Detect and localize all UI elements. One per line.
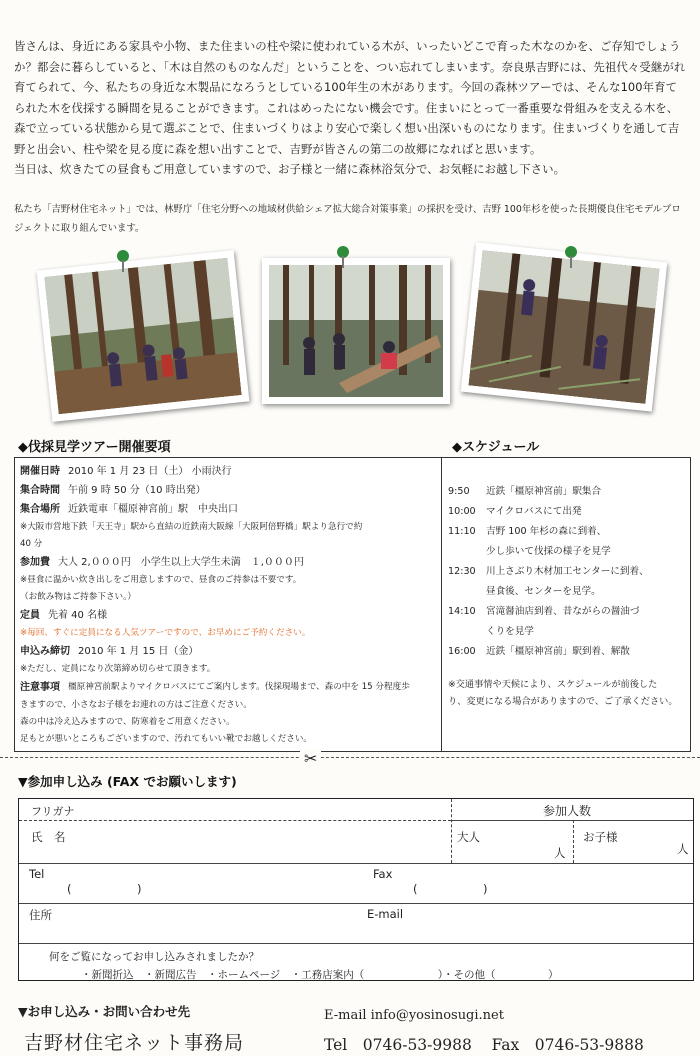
fax-label: Fax	[373, 867, 393, 881]
schedule-item: 11:10 吉野 100 年杉の森に到着、	[448, 526, 607, 537]
address-label: 住所	[29, 908, 52, 922]
caution-text-3: 森の中は冷え込みますので、防寒着をご用意ください。	[20, 717, 235, 727]
fax-paren-open: (	[413, 882, 418, 896]
source-options: ・新聞折込 ・新聞広告 ・ホームページ ・工務店案内（ ）・その他（ ）	[81, 969, 559, 981]
deadline-value: 2010 年 1 月 15 日（金）	[78, 646, 199, 657]
schedule-item: 10:00 マイクロバスにて出発	[448, 506, 582, 517]
pin-icon	[116, 250, 130, 274]
contact-fax: Fax 0746-53-9888	[491, 1036, 644, 1054]
forest-photo-1	[37, 250, 250, 422]
capacity-note: ※毎回、すぐに定員になる人気ツアーですので、お早めにご予約ください。	[20, 628, 311, 638]
schedule-box	[441, 457, 691, 752]
tel-paren-close: )	[137, 882, 142, 896]
event-details-box	[14, 457, 442, 752]
schedule-item: 14:10 宮滝醤油店到着、昔ながらの醤油づ	[448, 606, 640, 617]
fax-paren-close: )	[483, 882, 488, 896]
intro-text	[14, 36, 686, 180]
project-note: 私たち「吉野材住宅ネット」では、林野庁「住宅分野への地域材供給シェア拡大総合対策事業」の採択を受け、吉野 100年杉を使った長期優良住宅モデルプロジェクトに取り組んでいます。	[14, 204, 681, 234]
contact-phones	[324, 1033, 644, 1055]
date-label: 開催日時	[20, 466, 60, 477]
source-question: 何をご覧になってお申し込みされましたか？	[49, 951, 259, 963]
schedule-item: 9:50 近鉄「橿原神宮前」駅集合	[448, 486, 602, 497]
gather-time-label: 集合時間	[20, 485, 60, 496]
name-label: 氏 名	[31, 830, 66, 844]
fee-label: 参加費	[20, 557, 50, 568]
schedule-item: 16:00 近鉄「橿原神宮前」駅到着、解散	[448, 646, 630, 657]
place-label: 集合場所	[20, 504, 60, 515]
schedule-heading: ◆スケジュール	[452, 440, 540, 455]
caution-text-2: きますので、小さなお子様をお連れの方はご注意ください。	[20, 700, 252, 710]
intro-paragraph-1: 皆さんは、身近にある家具や小物、また住まいの柱や梁に使われている木が、いったいどこで育った木なのかを、ご存知でしょうか？都会に暮らしていると、「木は自然のものなんだ」ということを、つい忘れてしまいます。奈良県吉野には、先祖代々受継がれ育てられて、今、私たちの身近な木製品になろうとしている100年生の木があります。今回の森林ツアーでは、そんな100年育てられた木を伐採する瞬間を見ることができます。これはめったにない機会です。住まいにとって一番重要な骨組みを支える木を、森で立っている状態から見て選ぶことで、住まいづくりはより安心で楽しく想い出深いものになります。住まいづくりを通して吉野と出会い、柱や梁を見る度に森を想い出すことで、吉野が皆さんの第二の故郷になればと思います。	[14, 39, 686, 156]
date-value: 2010 年 1 月 23 日（土） 小雨決行	[68, 466, 232, 477]
deadline-note: ※ただし、定員になり次第締め切らせて頂きます。	[20, 664, 216, 674]
furigana-label: フリガナ	[31, 805, 75, 818]
capacity-label: 定員	[20, 610, 40, 621]
pin-icon	[336, 246, 350, 270]
contact-tel: Tel 0746-53-9988	[324, 1036, 472, 1054]
children-unit: 人	[677, 842, 689, 856]
fee-value: 大人 2,０００円 小学生以上大学生未満 １,０００円	[58, 557, 304, 568]
route-note: ※大阪市営地下鉄「天王寺」駅から直結の近鉄南大阪線「大阪阿倍野橋」駅より急行で約	[20, 522, 363, 532]
schedule-item: 少し歩いて伐採の様子を見学	[486, 546, 611, 557]
lunch-note: ※昼食に温かい炊き出しをご用意しますので、昼食のご持参は不要です。	[20, 575, 302, 585]
adults-label: 大人	[457, 830, 480, 844]
caution-label: 注意事項	[20, 682, 60, 693]
participants-label: 参加人数	[543, 804, 592, 818]
schedule-item: 12:30 川上さぶり木材加工センターに到着、	[448, 566, 649, 577]
contact-heading: ▼お申し込み・お問い合わせ先	[18, 1004, 191, 1019]
tel-paren-open: (	[67, 882, 72, 896]
gather-time-value: 午前 9 時 50 分（10 時出発）	[68, 485, 206, 496]
drink-note: （お飲み物はご持参下さい。）	[20, 592, 137, 602]
schedule-item: くりを見学	[486, 626, 534, 637]
capacity-value: 先着 40 名様	[48, 610, 108, 621]
schedule-note-2: り、変更になる場合がありますので、ご了承ください。	[448, 696, 678, 707]
caution-text-1: 橿原神宮前駅よりマイクロバスにてご案内します。伐採現場まで、森の中を 15 分程度歩	[68, 682, 410, 692]
deadline-label: 申込み締切	[20, 646, 70, 657]
adults-unit: 人	[554, 846, 566, 860]
office-name: 吉野材住宅ネット事務局	[24, 1032, 245, 1054]
forest-photo-2	[262, 258, 450, 404]
tel-label: Tel	[29, 867, 45, 881]
form-heading: ▼参加申し込み (FAX でお願いします)	[18, 774, 237, 789]
cut-line	[0, 757, 700, 759]
children-label: お子様	[583, 830, 618, 844]
schedule-item: 昼食後、センターを見学。	[486, 586, 601, 597]
place-value: 近鉄電車「橿原神宮前」駅 中央出口	[68, 504, 238, 515]
caution-text-4: 足もとが悪いところもございますので、汚れてもいい靴でお越しください。	[20, 734, 313, 744]
event-heading: ◆伐採見学ツアー開催要項	[18, 440, 171, 455]
application-form	[18, 798, 694, 981]
contact-email: E-mail info@yosinosugi.net	[324, 1008, 504, 1023]
pin-icon	[564, 246, 578, 270]
photo-strip	[0, 240, 700, 430]
scissors-icon: ✂	[300, 749, 321, 768]
schedule-note-1: ※交通事情や天候により、スケジュールが前後した	[448, 679, 658, 690]
email-label: E-mail	[367, 907, 404, 921]
intro-paragraph-2: 当日は、炊きたての昼食もご用意していますので、お子様と一緒に森林浴気分で、お気軽にお越し下さい。	[14, 162, 566, 176]
route-note-time: 40 分	[20, 539, 43, 549]
